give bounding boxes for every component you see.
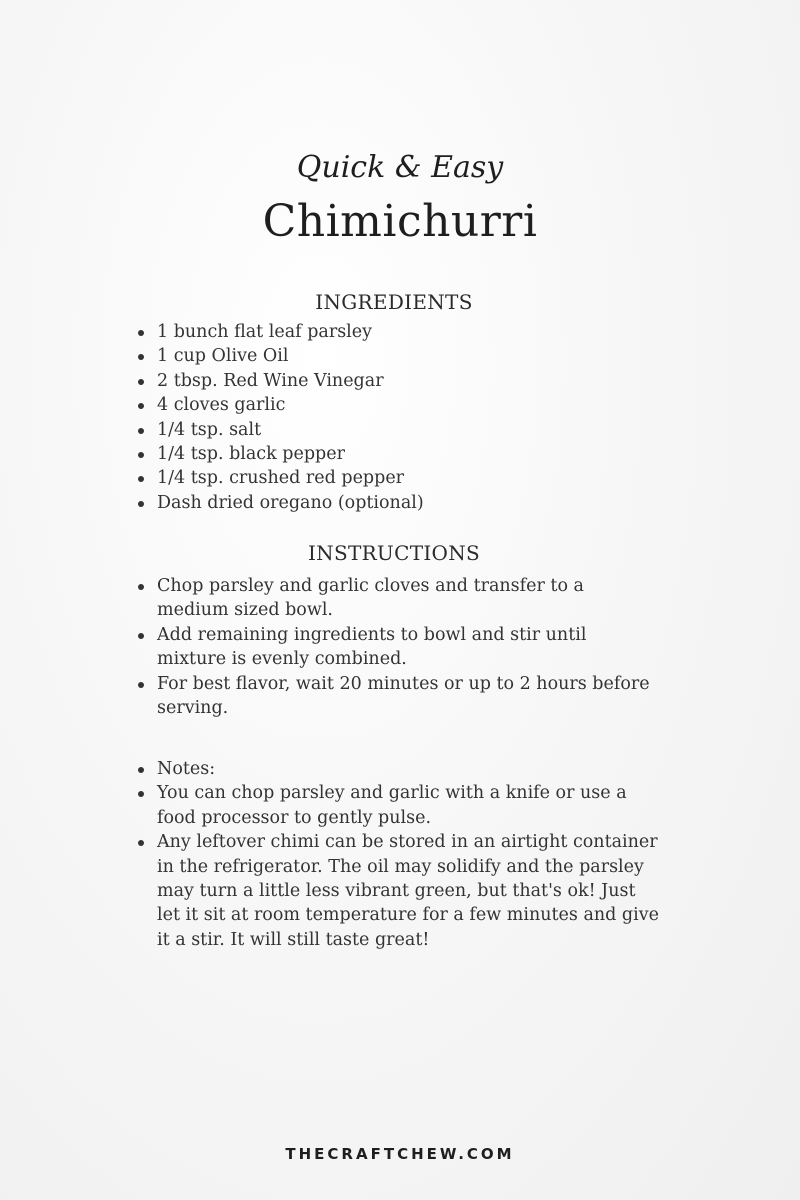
notes-list — [130, 757, 660, 952]
instructions-heading: INSTRUCTIONS — [307, 541, 481, 565]
site-footer: THECRAFTCHEW.COM — [285, 1145, 515, 1163]
ingredients-heading: INGREDIENTS — [315, 290, 473, 314]
ingredient-item: 1 cup Olive Oil — [130, 344, 660, 368]
note-item: Any leftover chimi can be stored in an airtight container in the refrigerator. The oil may solidify and the parsley may turn a little less vibrant green, but that's ok! Just let it sit at room temperature for a few minutes and give it a stir. It will still taste great! — [130, 830, 660, 952]
recipe-subtitle: Quick & Easy — [296, 150, 504, 185]
notes-label: Notes: — [130, 757, 660, 781]
ingredient-item: 2 tbsp. Red Wine Vinegar — [130, 369, 660, 393]
ingredients-list — [130, 320, 660, 515]
note-item: You can chop parsley and garlic with a knife or use a food processor to gently pulse. — [130, 781, 660, 830]
instruction-step: Add remaining ingredients to bowl and stir until mixture is evenly combined. — [130, 623, 660, 672]
ingredient-item: 1/4 tsp. black pepper — [130, 442, 660, 466]
recipe-title: Chimichurri — [262, 196, 538, 247]
ingredient-item: 4 cloves garlic — [130, 393, 660, 417]
ingredient-item: 1/4 tsp. crushed red pepper — [130, 466, 660, 490]
instructions-list — [130, 574, 660, 720]
instruction-step: For best flavor, wait 20 minutes or up to 2 hours before serving. — [130, 672, 660, 721]
instruction-step: Chop parsley and garlic cloves and transfer to a medium sized bowl. — [130, 574, 660, 623]
ingredient-item: 1 bunch flat leaf parsley — [130, 320, 660, 344]
ingredient-item: Dash dried oregano (optional) — [130, 491, 660, 515]
ingredient-item: 1/4 tsp. salt — [130, 418, 660, 442]
